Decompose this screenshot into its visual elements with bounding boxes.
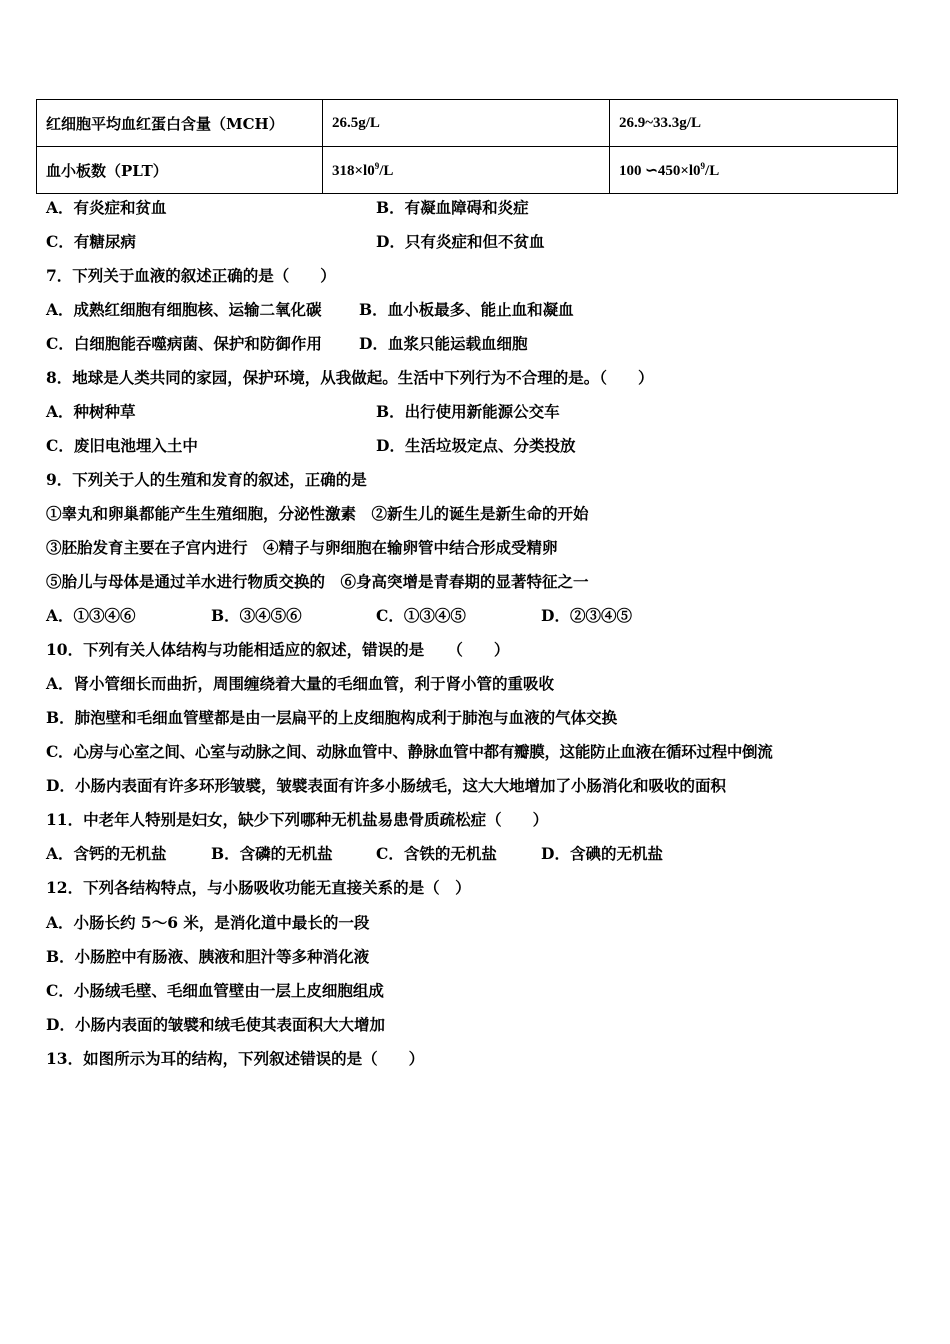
q9-option-b[interactable]: B．③④⑤⑥ (211, 606, 302, 625)
q11-stem: 11．中老年人特别是妇女，缺少下列哪种无机盐易患骨质疏松症（ ） (46, 810, 549, 829)
q9-statement-1: ①睾丸和卵巢都能产生生殖细胞，分泌性激素 ②新生儿的诞生是新生命的开始 (46, 504, 589, 523)
q7-stem: 7．下列关于血液的叙述正确的是（ ） (46, 266, 336, 285)
q13-stem: 13．如图所示为耳的结构，下列叙述错误的是（ ） (46, 1049, 425, 1068)
q9-option-c[interactable]: C．①③④⑤ (376, 606, 466, 625)
q10-option-d[interactable]: D．小肠内表面有许多环形皱襞，皱襞表面有许多小肠绒毛，这大大地增加了小肠消化和吸收的面积 (46, 776, 726, 795)
q7-option-c[interactable]: C．白细胞能吞噬病菌、保护和防御作用 (46, 334, 322, 353)
q12-option-a[interactable]: A．小肠长约 5～6 米，是消化道中最长的一段 (46, 913, 370, 932)
reference-prefix: 100 ∽450×l0 (619, 162, 701, 179)
q7-option-a[interactable]: A．成熟红细胞有细胞核、运输二氧化碳 (46, 300, 322, 319)
blood-test-table (36, 99, 898, 194)
q6-option-c[interactable]: C．有糖尿病 (46, 232, 136, 251)
q6-option-b[interactable]: B．有凝血障碍和炎症 (376, 198, 529, 217)
q9-option-a[interactable]: A．①③④⑥ (46, 606, 136, 625)
table-cell-reference: 26.9~33.3g/L (610, 100, 898, 147)
table-cell-result (323, 147, 610, 194)
q12-option-c[interactable]: C．小肠绒毛壁、毛细血管壁由一层上皮细胞组成 (46, 981, 384, 1000)
q11-option-b[interactable]: B．含磷的无机盐 (211, 844, 333, 863)
q12-option-d[interactable]: D．小肠内表面的皱襞和绒毛使其表面积大大增加 (46, 1015, 385, 1034)
q12-stem: 12．下列各结构特点，与小肠吸收功能无直接关系的是（ ） (46, 878, 471, 897)
q8-stem: 8．地球是人类共同的家园，保护环境，从我做起。生活中下列行为不合理的是。（ ） (46, 368, 654, 387)
q10-option-c[interactable]: C．心房与心室之间、心室与动脉之间、动脉血管中、静脉血管中都有瓣膜，这能防止血液在循环过程中倒流 (46, 742, 773, 761)
table-cell-item: 血小板数（PLT） (37, 147, 323, 194)
q6-option-d[interactable]: D．只有炎症和但不贫血 (376, 232, 545, 251)
q7-option-d[interactable]: D．血浆只能运载血细胞 (359, 334, 528, 353)
q8-option-a[interactable]: A．种树种草 (46, 402, 136, 421)
result-prefix: 318×l0 (332, 162, 375, 179)
q12-option-b[interactable]: B．小肠腔中有肠液、胰液和胆汁等多种消化液 (46, 947, 370, 966)
q8-option-c[interactable]: C．废旧电池埋入土中 (46, 436, 198, 455)
q9-statement-2: ③胚胎发育主要在子宫内进行 ④精子与卵细胞在输卵管中结合形成受精卵 (46, 538, 558, 557)
q9-stem: 9．下列关于人的生殖和发育的叙述，正确的是 (46, 470, 367, 489)
reference-suffix: /L (705, 162, 720, 179)
table-row (37, 100, 898, 147)
q11-option-c[interactable]: C．含铁的无机盐 (376, 844, 497, 863)
q8-option-d[interactable]: D．生活垃圾定点、分类投放 (376, 436, 576, 455)
q10-option-a[interactable]: A．肾小管细长而曲折，周围缠绕着大量的毛细血管，利于肾小管的重吸收 (46, 674, 555, 693)
reference-exponent: 9 (700, 160, 706, 171)
q10-stem: 10．下列有关人体结构与功能相适应的叙述，错误的是 （ ） (46, 640, 510, 659)
q6-option-a[interactable]: A．有炎症和贫血 (46, 198, 167, 217)
q10-option-b[interactable]: B．肺泡壁和毛细血管壁都是由一层扁平的上皮细胞构成利于肺泡与血液的气体交换 (46, 708, 618, 727)
q11-option-a[interactable]: A．含钙的无机盐 (46, 844, 167, 863)
q9-statement-3: ⑤胎儿与母体是通过羊水进行物质交换的 ⑥身高突增是青春期的显著特征之一 (46, 572, 589, 591)
q9-option-d[interactable]: D．②③④⑤ (541, 606, 632, 625)
q7-option-b[interactable]: B．血小板最多、能止血和凝血 (359, 300, 574, 319)
result-exponent: 9 (374, 160, 380, 171)
table-row (37, 147, 898, 194)
table-cell-item: 红细胞平均血红蛋白含量（MCH） (37, 100, 323, 147)
table-cell-result: 26.5g/L (323, 100, 610, 147)
result-suffix: /L (379, 162, 394, 179)
table-cell-reference (610, 147, 898, 194)
q8-option-b[interactable]: B．出行使用新能源公交车 (376, 402, 560, 421)
q11-option-d[interactable]: D．含碘的无机盐 (541, 844, 663, 863)
